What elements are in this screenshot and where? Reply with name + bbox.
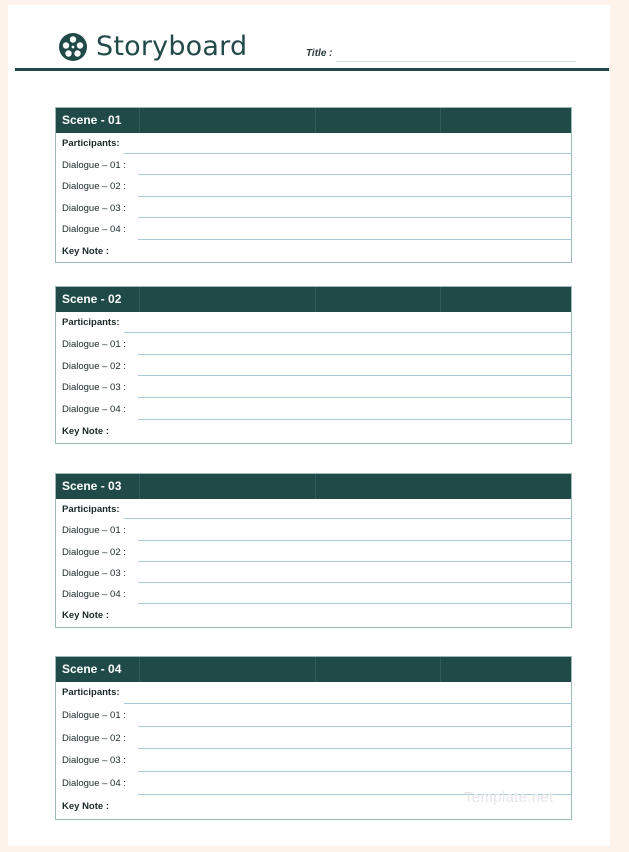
key-note-row: [56, 241, 571, 263]
participants-row: [56, 682, 571, 705]
scene-heading: Scene - 01: [56, 108, 571, 133]
key-note-row: [56, 421, 571, 443]
dialogue-row-label: Dialogue – 01 :: [62, 525, 126, 537]
dialogue-row-input-line[interactable]: [138, 603, 571, 604]
dialogue-row-input-line[interactable]: [138, 354, 571, 355]
heading-divider: [315, 474, 316, 499]
dialogue-row: [56, 155, 571, 177]
scene-heading: Scene - 03: [56, 474, 571, 499]
dialogue-row-label: Dialogue – 03 :: [62, 382, 126, 394]
scene-card: [55, 107, 572, 263]
key-note-row-label: Key Note :: [62, 245, 109, 257]
heading-divider: [440, 657, 441, 682]
header-divider: [15, 68, 609, 71]
participants-row-label: Participants:: [62, 687, 120, 698]
dialogue-row: [56, 198, 571, 220]
dialogue-row-input-line[interactable]: [138, 375, 571, 376]
dialogue-row: [56, 563, 571, 584]
heading-divider: [139, 287, 140, 312]
dialogue-row: [56, 728, 571, 751]
dialogue-row-input-line[interactable]: [138, 196, 571, 197]
dialogue-row: [56, 542, 571, 563]
participants-row-input-line[interactable]: [124, 332, 571, 333]
participants-row-label: Participants:: [62, 504, 120, 515]
key-note-row-label: Key Note :: [62, 610, 109, 622]
dialogue-row-label: Dialogue – 03 :: [62, 755, 126, 767]
dialogue-row: [56, 176, 571, 198]
dialogue-row-input-line[interactable]: [138, 771, 571, 772]
dialogue-row: [56, 399, 571, 421]
heading-divider: [440, 287, 441, 312]
scene-card: [55, 473, 572, 628]
dialogue-row: [56, 705, 571, 728]
dialogue-row-label: Dialogue – 01 :: [62, 338, 126, 350]
scene-card: [55, 286, 572, 444]
title-field[interactable]: [336, 61, 576, 62]
dialogue-row-input-line[interactable]: [138, 397, 571, 398]
dialogue-row-input-line[interactable]: [138, 561, 571, 562]
key-note-row: [56, 605, 571, 626]
scene-heading: Scene - 02: [56, 287, 571, 312]
dialogue-row-input-line[interactable]: [138, 540, 571, 541]
title-label: Title :: [306, 48, 333, 59]
dialogue-row: [56, 750, 571, 773]
dialogue-row-label: Dialogue – 03 :: [62, 567, 126, 579]
page-title: Storyboard: [96, 31, 248, 62]
storyboard-page: [8, 5, 610, 846]
dialogue-row-input-line[interactable]: [138, 419, 571, 420]
dialogue-row: [56, 334, 571, 356]
heading-divider: [440, 108, 441, 133]
dialogue-row-label: Dialogue – 02 :: [62, 546, 126, 558]
dialogue-row-label: Dialogue – 02 :: [62, 360, 126, 372]
dialogue-row: [56, 584, 571, 605]
participants-row: [56, 133, 571, 155]
film-reel-icon: [58, 32, 88, 62]
heading-divider: [139, 474, 140, 499]
dialogue-row-label: Dialogue – 02 :: [62, 732, 126, 744]
heading-divider: [139, 108, 140, 133]
page-header: [8, 5, 610, 73]
dialogue-row-input-line[interactable]: [138, 174, 571, 175]
dialogue-row-input-line[interactable]: [138, 748, 571, 749]
dialogue-row-label: Dialogue – 02 :: [62, 181, 126, 192]
dialogue-row: [56, 377, 571, 399]
participants-row-label: Participants:: [62, 138, 120, 149]
participants-row: [56, 312, 571, 334]
dialogue-row-label: Dialogue – 04 :: [62, 589, 126, 601]
participants-row-input-line[interactable]: [124, 703, 571, 704]
heading-divider: [139, 657, 140, 682]
dialogue-row-input-line[interactable]: [138, 239, 571, 240]
dialogue-row-input-line[interactable]: [138, 726, 571, 727]
dialogue-row-label: Dialogue – 01 :: [62, 159, 126, 171]
dialogue-row-label: Dialogue – 04 :: [62, 404, 126, 416]
heading-divider: [315, 108, 316, 133]
dialogue-row: [56, 520, 571, 541]
dialogue-row-label: Dialogue – 04 :: [62, 224, 126, 235]
participants-row-input-line[interactable]: [124, 518, 571, 519]
watermark: Template.net: [464, 789, 554, 806]
scene-heading: Scene - 04: [56, 657, 571, 682]
dialogue-row-input-line[interactable]: [138, 217, 571, 218]
key-note-row-label: Key Note :: [62, 425, 109, 437]
dialogue-row-input-line[interactable]: [138, 582, 571, 583]
dialogue-row-label: Dialogue – 01 :: [62, 709, 126, 721]
participants-row-input-line[interactable]: [124, 153, 571, 154]
key-note-row-label: Key Note :: [62, 800, 109, 812]
participants-row: [56, 499, 571, 520]
dialogue-row: [56, 356, 571, 378]
heading-divider: [315, 657, 316, 682]
dialogue-row-label: Dialogue – 04 :: [62, 778, 126, 790]
heading-divider: [315, 287, 316, 312]
participants-row-label: Participants:: [62, 317, 120, 328]
dialogue-row-label: Dialogue – 03 :: [62, 202, 126, 214]
dialogue-row: [56, 219, 571, 241]
